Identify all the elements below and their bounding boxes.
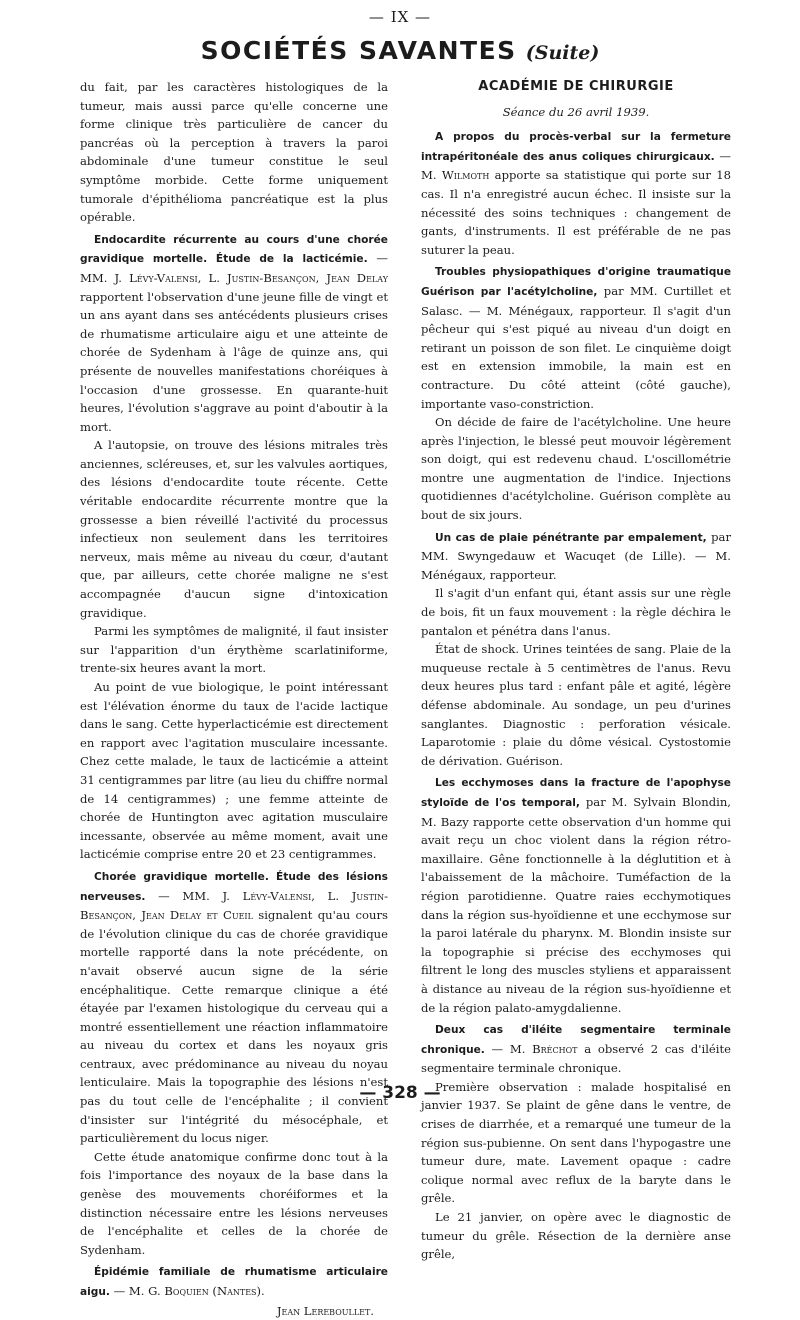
article-title: Deux cas d'iléite segmentaire terminale chronique. bbox=[421, 1024, 731, 1056]
article-acetylcholine bbox=[421, 262, 731, 413]
paragraph: A l'autopsie, on trouve des lésions mitrales très anciennes, scléreuses, et, sur les valvules aortiques, des lésions d'endocardite toute récente. Cette véritable endocardite récurrente montre que la grossesse a bien réveillé l'activité du processus infectieux non seulement dans les territoires nerveux, mais même au niveau du cœur, d'autant que, par ailleurs, cette chorée maligne ne s'est accompagnée d'aucun signe d'intoxication gravidique. bbox=[80, 438, 388, 620]
section-suite: (Suite) bbox=[525, 42, 600, 64]
article-authors: M. Wilmoth bbox=[421, 168, 490, 183]
article-choree: Chorée gravidique mortelle. Étude des lésions nerveuses. — MM. J. Lévy-Valensi, L. Justin-Besançon, Jean Delay et Cueil signalent qu'au cours de l'évolution clinique du cas de chorée gravidique mortelle rapporté dans la note précédente, on n'avait observé aucun signe de la série encéphalitique. Cette remarque clinique a été étayée par l'examen histologique du cerveau qui a montré essentiellement une réaction inflammatoire au niveau du cortex et dans les noyaux gris centraux, avec prédominance au niveau du noyau lenticulaire. Mais la topographie des lésions n'est pas du tout celle de l'encéphalite ; il convient d'insister sur l'intégrité du mésocéphale, et particulièrement du locus niger. bbox=[80, 870, 388, 1146]
paragraph: Cette étude anatomique confirme donc tout à la fois l'importance des noyaux de la base dans la genèse des mouvements choréiformes et la distinction nécessaire entre les lésions nerveuses de l'encéphalite et celles de la chorée de Sydenham. bbox=[80, 1149, 388, 1257]
article-text: signalent qu'au cours de l'évolution clinique du cas de chorée gravidique mortelle rapporté dans la note précédente, on n'avait observé aucun signe de la série encéphalitique. Cette remarque clinique a été étayée par l'examen histologique du cerveau qui a montré essentiellement une réaction inflammatoire au niveau du cortex et dans les noyaux gris centraux, avec prédominance au niveau du noyau lenticulaire. Mais la topographie des lésions n'est pas du tout celle de l'encéphalite ; il convient d'insister sur l'intégrité du mésocéphale, et particulièrement du locus niger. bbox=[80, 908, 388, 1146]
section-title: SOCIÉTÉS SAVANTES bbox=[200, 36, 517, 65]
paragraph: État de shock. Urines teintées de sang. Plaie de la muqueuse rectale à 5 centimètres de l'anus. Revu deux heures plus tard : enfant pâle et agité, légère défense abdominale. Au sondage, un peu d'urines sanglantes. Diagnostic : perforation vésicale. Laparotomie : plaie du dôme vésical. Cystostomie de dérivation. Guérison. bbox=[421, 642, 731, 768]
left-column bbox=[80, 78, 388, 1320]
article-title: Les ecchymoses dans la fracture de l'apophyse styloïde de l'os temporal, bbox=[421, 777, 731, 809]
article-title: Endocardite récurrente au cours d'une chorée gravidique mortelle. Étude de la lacticémie. bbox=[80, 233, 388, 266]
paragraph: Au point de vue biologique, le point intéressant est l'élévation énorme du taux de l'acide lactique dans le sang. Cette hyperlacticémie est directement en rapport avec l'agitation musculaire incessante. Chez cette malade, le taux de lacticémie a atteint 31 centigrammes par litre (au lieu du chiffre normal de 14 centigrammes) ; une femme atteinte de chorée de Huntington avec agitation musculaire incessante, observée au même moment, avait une lacticémie comprise entre 20 et 23 centigrammes. bbox=[80, 680, 388, 862]
paragraph: du fait, par les caractères histologiques de la tumeur, mais aussi parce qu'elle concerne une forme clinique très particulière de cancer du pancréas où la perception à travers la paroi abdominale d'une tumeur constitue le seul symptôme morbide. Cette forme uniquement tumorale d'épithélioma pancréatique est la plus opérable. bbox=[80, 80, 388, 225]
article-title: A propos du procès-verbal sur la fermeture intrapéritonéale des anus coliques chirurgicaux. bbox=[421, 131, 731, 163]
article-authors: M. G. Boquien (Nantes). bbox=[128, 1284, 265, 1298]
paragraph: Parmi les symptômes de malignité, il faut insister sur l'apparition d'un érythème scarlatiniforme, trente-six heures avant la mort. bbox=[80, 624, 388, 676]
page-folio: — IX — bbox=[368, 8, 432, 26]
article-text: apporte sa statistique qui porte sur 18 cas. Il n'a enregistré aucun échec. Il insiste sur la nécessité des soins techniques : changement de gants, d'instruments. Il est préférable de ne pas suturer la peau. bbox=[421, 168, 732, 257]
article-ileite: Deux cas d'iléite segmentaire terminale chronique. — M. Bréchot a observé 2 cas d'iléite segmentaire terminale chronique. bbox=[421, 1024, 732, 1076]
article-title: Un cas de plaie pénétrante par empalement, bbox=[435, 531, 707, 544]
section-header bbox=[0, 36, 800, 65]
article-title: Épidémie familiale de rhumatisme articulaire aigu. bbox=[80, 1266, 388, 1298]
page-number: — 328 — bbox=[359, 1083, 441, 1103]
article-text: rapportent l'observation d'une jeune fille de vingt et un ans ayant dans ses antécédents plusieurs crises de rhumatisme articulaire aigu et une atteinte de chorée de Sydenham à l'âge de quinze ans, qui présente de nouvelles manifestations choréiques à l'occasion d'une grossesse. En quarante-huit heures, l'évolution s'aggrave au point d'aboutir à la mort. bbox=[80, 289, 388, 434]
article-authors: par M. Sylvain Blondin, M. Bazy bbox=[421, 794, 731, 829]
article-epidemie: Épidémie familiale de rhumatisme articulaire aigu. — M. G. Boquien (Nantes). bbox=[80, 1266, 388, 1298]
article-ecchymoses bbox=[421, 773, 731, 1017]
article-text: rapporte cette observation d'un homme qui avait reçu un choc violent dans la région rétro-maxillaire. Gêne fonctionnelle à la déglutition et à l'abaissement de la mâchoire. Tuméfaction de la région parotidienne. Quatre raies ecchymotiques dans la région sus-hyoïdienne et une ecchymose sur la paroi latérale du pharynx. M. Blondin insiste sur la topographie si précise des ecchymoses qui filtrent le long des muscles styliens et apparaissent à distance au niveau de la région sus-hyoïdienne et de la région palato-amygdalienne. bbox=[421, 814, 732, 1015]
paragraph: Première observation : malade hospitalisé en janvier 1937. Se plaint de gêne dans le ventre, de crises de diarrhée, et a remarqué une tumeur de la région sus-pubienne. On sent dans l'hypogastre une tumeur dure, mate. Lavement opaque : cadre colique normal avec reflux de la baryte dans le grêle. bbox=[421, 1079, 731, 1206]
article-authors: MM. J. Lévy-Valensi, L. Justin-Besançon, Jean Delay et Cueil bbox=[80, 888, 388, 923]
paragraph: Le 21 janvier, on opère avec le diagnostic de tumeur du grêle. Résection de la dernière anse grêle, bbox=[421, 1210, 731, 1262]
academy-heading: ACADÉMIE DE CHIRURGIE bbox=[478, 79, 674, 94]
signature: Jean Lereboullet. bbox=[276, 1303, 374, 1318]
paragraph: Il s'agit d'un enfant qui, étant assis sur une règle de bois, fit un faux mouvement : la règle déchira le pantalon et pénétra dans l'anus. bbox=[421, 586, 731, 638]
article-empalement bbox=[421, 528, 731, 585]
session-date: Séance du 26 avril 1939. bbox=[502, 104, 650, 119]
paragraph: On décide de faire de l'acétylcholine. Une heure après l'injection, le blessé peut mouvoir légèrement son doigt, qui est redevenu chaud. L'oscillométrie montre une augmentation de l'indice. Injections quotidiennes d'acétylcholine. Guérison complète au bout de six jours. bbox=[421, 415, 731, 523]
article-anus-coliques: A propos du procès-verbal sur la fermeture intrapéritonéale des anus coliques chirurgicaux. — M. Wilmoth apporte sa statistique qui porte sur 18 cas. Il n'a enregistré aucun échec. Il insiste sur la nécessité des soins techniques : changement de gants, d'instruments. Il est préférable de ne pas suturer la peau. bbox=[421, 131, 732, 257]
article-title: Troubles physiopathiques d'origine traumatique Guérison par l'acétylcholine, bbox=[421, 266, 731, 298]
article-authors: par MM. Curtillet et Salasc. — M. Ménégaux, rapporteur. bbox=[421, 283, 731, 318]
article-authors: MM. J. Lévy-Valensi, L. Justin-Besançon, Jean Delay bbox=[80, 270, 388, 285]
article-text: Il s'agit d'un pêcheur qui s'est piqué au niveau d'un doigt en retirant un poisson de son filet. Le cinquième doigt est en extension immobile, la main est en contracture. Du côté atteint (côté gauche), importante vaso-constriction. bbox=[421, 303, 732, 411]
article-title: Chorée gravidique mortelle. Étude des lésions nerveuses. bbox=[80, 870, 388, 903]
article-authors: M. Bréchot bbox=[509, 1041, 578, 1056]
article-text: a observé 2 cas d'iléite segmentaire terminale chronique. bbox=[421, 1041, 732, 1076]
article-endocardite: Endocardite récurrente au cours d'une chorée gravidique mortelle. Étude de la lacticémie. — MM. J. Lévy-Valensi, L. Justin-Besançon, Jean Delay rapportent l'observation d'une jeune fille de vingt et un ans ayant dans ses antécédents plusieurs crises de rhumatisme articulaire aigu et une atteinte de chorée de Sydenham à l'âge de quinze ans, qui présente de nouvelles manifestations choréiques à l'occasion d'une grossesse. En quarante-huit heures, l'évolution s'aggrave au point d'aboutir à la mort. bbox=[80, 233, 388, 434]
article-authors: par MM. Swyngedauw et Wacuqet (de Lille). — M. Ménégaux, rapporteur. bbox=[421, 529, 732, 582]
